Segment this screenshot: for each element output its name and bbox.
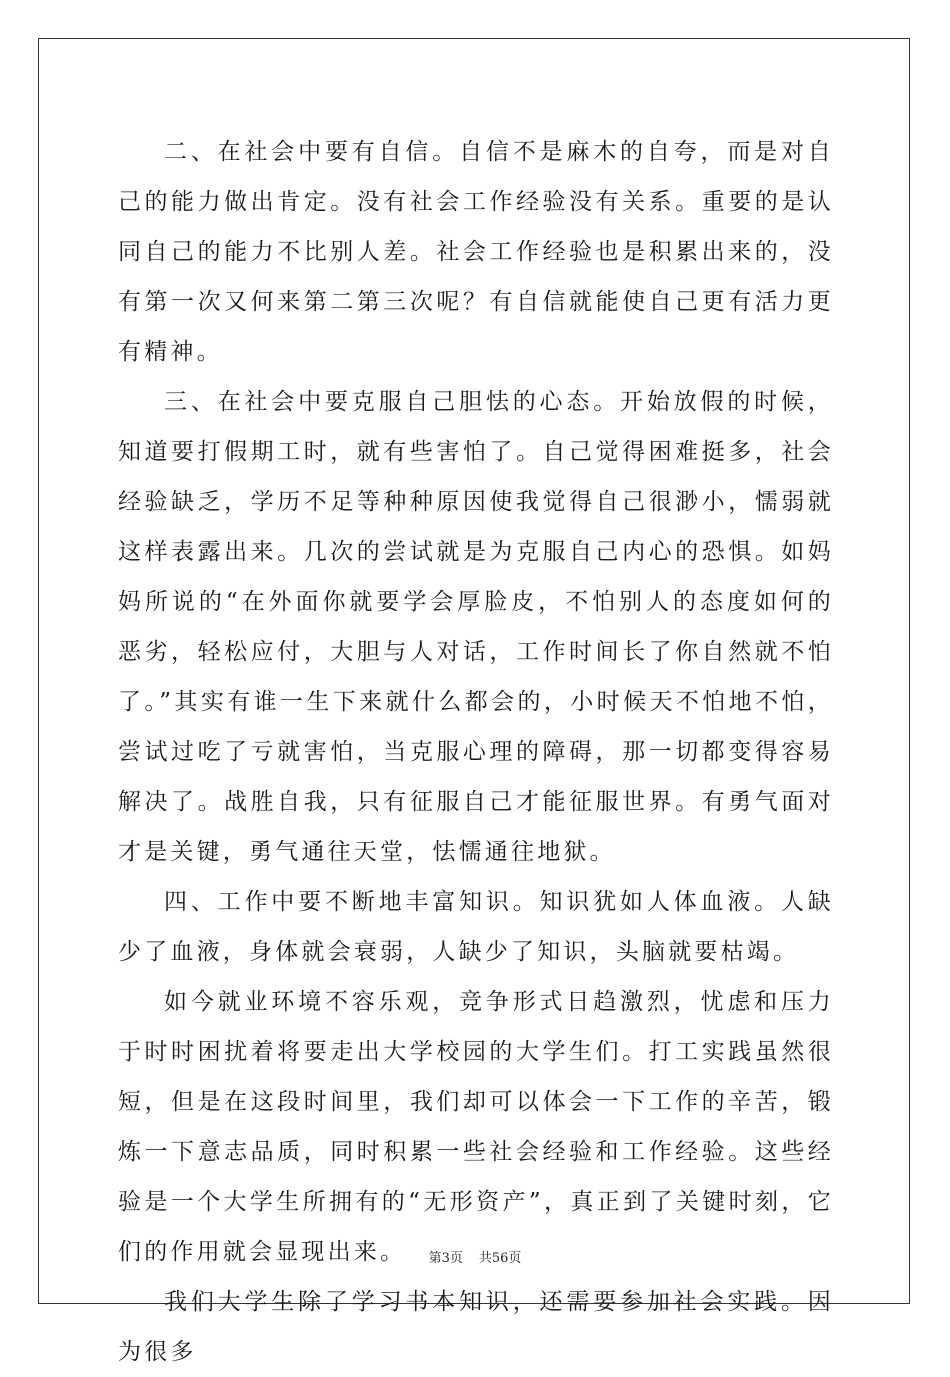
paragraph-enrich-knowledge: 四、工作中要不断地丰富知识。知识犹如人体血液。人缺少了血液，身体就会衰弱，人缺少了知识，头脑就要枯竭。 xyxy=(118,889,834,965)
paragraph-social-practice: 我们大学生除了学习书本知识，还需要参加社会实践。因为很多 xyxy=(118,1289,834,1365)
paragraph-employment-environment: 如今就业环境不容乐观，竞争形式日趋激烈，忧虑和压力于时时困扰着将要走出大学校园的大学生们。打工实践虽然很短，但是在这段时间里，我们却可以体会一下工作的辛苦，锻炼一下意志品质，同时积累一些社会经验和工作经验。这些经验是一个大学生所拥有的“无形资产”，真正到了关键时刻，它们的作用就会显现出来。 xyxy=(118,989,834,1265)
paragraph-overcome-timidity: 三、在社会中要克服自己胆怯的心态。开始放假的时候，知道要打假期工时，就有些害怕了。自己觉得困难挺多，社会经验缺乏，学历不足等种种原因使我觉得自己很渺小，懦弱就这样表露出来。几次的尝试就是为克服自己内心的恐惧。如妈妈所说的“在外面你就要学会厚脸皮，不怕别人的态度如何的恶劣，轻松应付，大胆与人对话，工作时间长了你自然就不怕了。”其实有谁一生下来就什么都会的，小时候天不怕地不怕，尝试过吃了亏就害怕，当克服心理的障碍，那一切都变得容易解决了。战胜自我，只有征服自己才能征服世界。有勇气面对才是关键，勇气通往天堂，怯懦通往地狱。 xyxy=(118,389,834,865)
current-page-number: 第3页 xyxy=(428,1251,463,1266)
paragraph-confidence: 二、在社会中要有自信。自信不是麻木的自夸，而是对自己的能力做出肯定。没有社会工作经验没有关系。重要的是认同自己的能力不比别人差。社会工作经验也是积累出来的，没有第一次又何来第二第三次呢？有自信就能使自己更有活力更有精神。 xyxy=(118,139,834,365)
page-footer xyxy=(0,1247,950,1266)
total-page-count: 共56页 xyxy=(478,1251,522,1266)
document-body xyxy=(118,127,834,1377)
